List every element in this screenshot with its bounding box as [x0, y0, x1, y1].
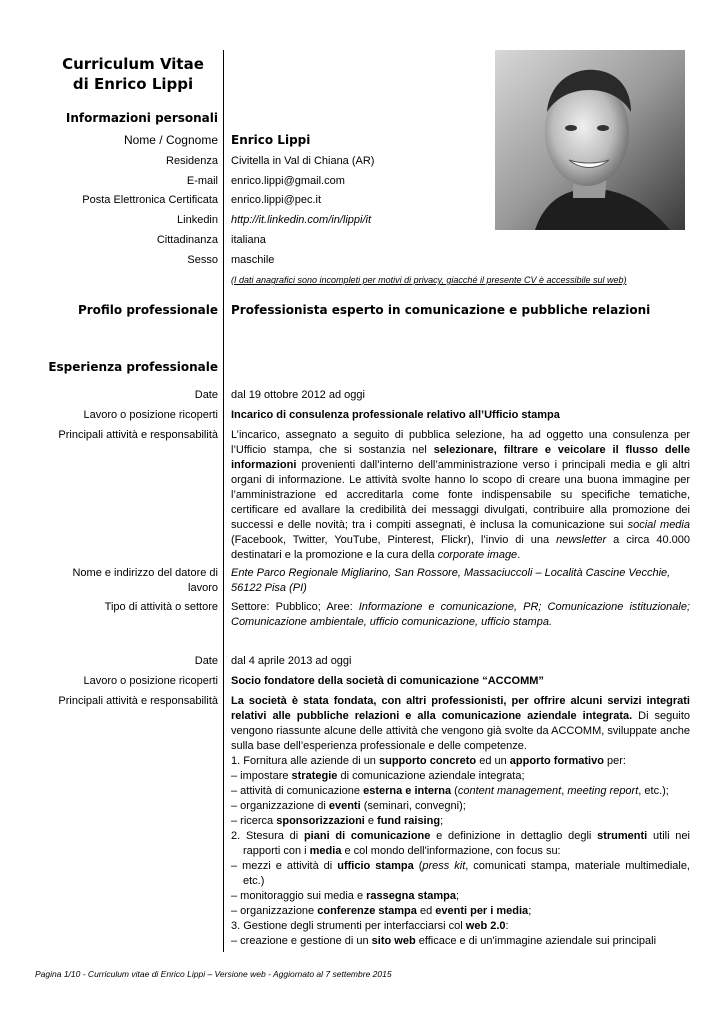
- field-value: Enrico Lippi: [231, 133, 311, 147]
- privacy-note: (I dati anagrafici sono incompleti per motivi di privacy, giacché il presente CV è accessibile sul web): [231, 275, 627, 285]
- field-label: Tipo di attività o settore: [104, 601, 218, 613]
- pec-link[interactable]: enrico.lippi@pec.it: [231, 194, 322, 206]
- field-label: Nome e indirizzo del datore di: [72, 567, 218, 579]
- employer-line: Ente Parco Regionale Migliarino, San Rossore, Massaciuccoli – Località Cascine Vecchie,: [231, 567, 671, 579]
- field-label: Principali attività e responsabilità: [58, 429, 218, 441]
- field-label: Linkedin: [177, 214, 218, 226]
- field-label: Sesso: [187, 254, 218, 266]
- column-divider: [223, 50, 224, 952]
- section-heading: Esperienza professionale: [48, 360, 218, 374]
- page-footer: Pagina 1/10 - Curriculum vitae di Enrico Lippi – Versione web - Aggiornato al 7 settembre 2015: [35, 969, 392, 979]
- field-label: Date: [194, 655, 218, 667]
- section-heading: Informazioni personali: [65, 111, 218, 125]
- linkedin-link[interactable]: http://it.linkedin.com/in/lippi/it: [231, 214, 372, 226]
- activities-text: La società è stata fondata, con altri professionisti, per offrire alcuni servizi integrati relativi alle pubbliche relazioni e alla comunicazione aziendale integrata. Di seguito vengono riassunte alcune delle attività che vengono già svolte da ACCOMM, sviluppate anche sulla base dell’esperienza professionale e delle competenze. 1. Fornitura alle aziende di un supporto concreto ed un apporto formativo per: – impostare strategie di comunicazione aziendale integrata; – attività di comunicazione esterna e interna (content management, meeting report, etc.); – organizzazione di eventi (seminari, convegni); – ricerca sponsorizzazioni e fund raising; 2. Stesura di piani di comunicazione e definizione in dettaglio degli strumenti utili nei rapporti con i media e col mondo dell'informazione, con focus su: – mezzi e attività di ufficio stampa (press kit, comunicati stampa, materiale multimediale, etc.) – monitoraggio sui media e rassegna stampa; – organizzazione conferenze stampa ed eventi per i media; 3. Gestione degli strumenti per interfacciarsi col web 2.0: – creazione e gestione di un sito web efficace e di un'immagine aziendale sui principali: [231, 695, 690, 947]
- field-value: dal 4 aprile 2013 ad oggi: [231, 655, 352, 667]
- field-value: Socio fondatore della società di comunicazione “ACCOMM”: [231, 675, 544, 687]
- field-label: Residenza: [166, 155, 218, 167]
- profile-photo: [495, 50, 685, 230]
- field-label: Principali attività e responsabilità: [58, 695, 218, 707]
- sector-text: Settore: Pubblico; Aree: Informazione e comunicazione, PR; Comunicazione istituzionale; Comunicazione ambientale, ufficio comunicazione, ufficio stampa.: [231, 601, 690, 628]
- activities-text: L’incarico, assegnato a seguito di pubblica selezione, ha ad oggetto una consulenza per l’Ufficio stampa, che si sostanzia nel selezionare, filtrare e veicolare il flusso delle informazioni provenienti dall’interno dell’amministrazione verso i principali media e gli altri organi di informazione. Le attività svolte hanno lo scopo di creare una buona immagine per l’amministrazione ed accreditarla come fonte indispensabile su specifiche tematiche, certificare ed avallare la credibilità dei messaggi divulgati, contribuire alla promozione dei successi e delle novità; tra i compiti assegnati, è inclusa la comunicazione sui social media (Facebook, Twitter, YouTube, Pinterest, Flickr), l’invio di una newsletter a circa 40.000 destinatari e la promozione e la cura della corporate image.: [231, 429, 690, 561]
- email-link[interactable]: enrico.lippi@gmail.com: [231, 175, 345, 187]
- field-label: Posta Elettronica Certificata: [82, 194, 218, 206]
- field-value: Incarico di consulenza professionale relativo all’Ufficio stampa: [231, 409, 560, 421]
- section-heading: Profilo professionale: [77, 303, 218, 317]
- field-label: lavoro: [188, 582, 218, 594]
- portrait-image: [495, 50, 685, 230]
- field-value: dal 19 ottobre 2012 ad oggi: [231, 389, 365, 401]
- field-value: italiana: [231, 234, 266, 246]
- profile-value: Professionista esperto in comunicazione e pubbliche relazioni: [231, 303, 651, 317]
- field-value: maschile: [231, 254, 275, 266]
- field-label: Lavoro o posizione ricoperti: [83, 675, 218, 687]
- field-label: Date: [194, 389, 218, 401]
- employer-line: 56122 Pisa (PI): [231, 582, 307, 594]
- field-label: Nome / Cognome: [123, 133, 218, 147]
- document-title: Curriculum Vitae di Enrico Lippi: [62, 55, 204, 93]
- field-value: Civitella in Val di Chiana (AR): [231, 155, 375, 167]
- field-label: E-mail: [186, 175, 218, 187]
- field-label: Cittadinanza: [156, 234, 218, 246]
- field-label: Lavoro o posizione ricoperti: [83, 409, 218, 421]
